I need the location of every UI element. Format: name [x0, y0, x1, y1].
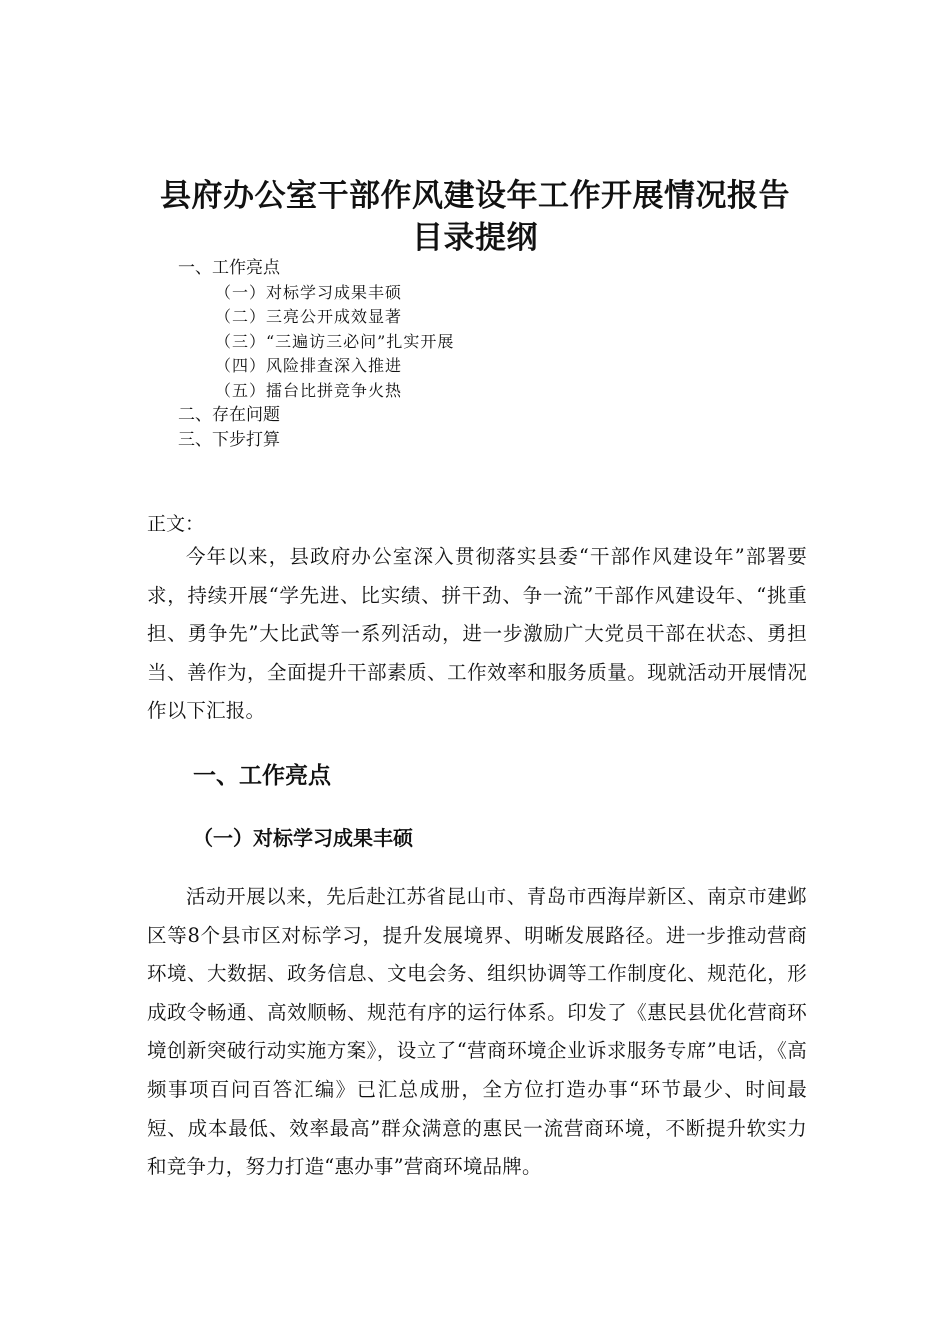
toc-item-subsection-2: （二）三亮公开成效显著	[215, 307, 403, 326]
body-label: 正文：	[147, 513, 205, 535]
toc-item-subsection-3: （三）“三遍访三必问”扎实开展	[215, 331, 455, 351]
table-of-contents	[178, 256, 454, 452]
subsection-heading-benchmarking: （一）对标学习成果丰硕	[193, 826, 413, 850]
toc-item-section-2: 二、存在问题	[178, 405, 280, 425]
subsection-paragraph-benchmarking: 活动开展以来，先后赴江苏省昆山市、青岛市西海岸新区、南京市建邺区等8个县市区对标学习，提升发展境界、明晰发展路径。进一步推动营商环境、大数据、政务信息、文电会务、组织协调等工作制度化、规范化，形成政令畅通、高效顺畅、规范有序的运行体系。印发了《惠民县优化营商环境创新突破行动实施方案》，设立了“营商环境企业诉求服务专席”电话，《高频事项百问百答汇编》已汇总成册，全方位打造办事“环节最少、时间最短、成本最低、效率最高”群众满意的惠民一流营商环境，不断提升软实力和竞争力，努力打造“惠办事”营商环境品牌。	[147, 885, 807, 1179]
document-title: 县府办公室干部作风建设年工作开展情况报告	[160, 178, 790, 214]
document-subtitle: 目录提纲	[412, 220, 538, 256]
toc-item-subsection-5: （五）擂台比拼竞争火热	[215, 380, 403, 400]
toc-item-subsection-1: （一）对标学习成果丰硕	[215, 282, 403, 302]
intro-paragraph: 今年以来，县政府办公室深入贯彻落实县委“干部作风建设年”部署要求，持续开展“学先进、比实绩、拼干劲、争一流”干部作风建设年、“挑重担、勇争先”大比武等一系列活动，进一步激励广大党员干部在状态、勇担当、善作为，全面提升干部素质、工作效率和服务质量。现就活动开展情况作以下汇报。	[147, 545, 807, 723]
toc-item-subsection-4: （四）风险排查深入推进	[215, 356, 403, 375]
section-heading-highlights: 一、工作亮点	[193, 763, 331, 789]
toc-item-section-1: 一、工作亮点	[178, 258, 280, 278]
toc-item-section-3: 三、下步打算	[178, 429, 280, 450]
